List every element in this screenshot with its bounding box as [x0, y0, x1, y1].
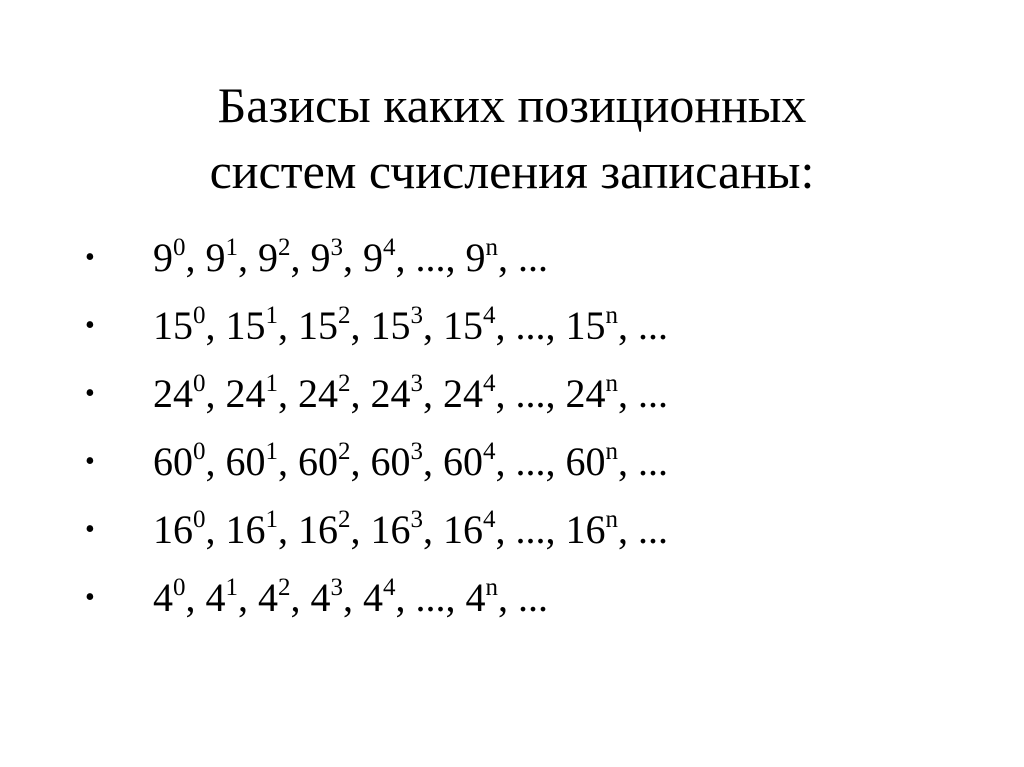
sequence-term — [298, 439, 351, 484]
separator: , — [618, 439, 638, 484]
term-exponent: 0 — [173, 574, 186, 601]
term-base: 15 — [153, 303, 193, 348]
sequence-term — [226, 303, 279, 348]
term-base: 60 — [153, 439, 193, 484]
sequence-term — [226, 439, 279, 484]
term-base: 9 — [363, 235, 383, 280]
list-item — [0, 301, 1024, 351]
separator: , — [395, 235, 416, 280]
bullet-dot: • — [85, 378, 95, 409]
term-base: 24 — [370, 371, 411, 416]
term-base: ... — [638, 439, 668, 484]
term-base: 60 — [565, 439, 606, 484]
sequence-term — [638, 371, 668, 416]
sequence-term — [153, 507, 206, 552]
separator: , — [498, 575, 518, 620]
term-base: 16 — [370, 507, 411, 552]
term-exponent: 3 — [410, 438, 423, 465]
term-base: ... — [638, 303, 668, 348]
term-exponent: n — [605, 370, 618, 397]
sequence-term — [566, 371, 619, 416]
bullet-dot: • — [85, 514, 95, 545]
term-exponent: n — [605, 302, 618, 329]
sequence-term — [566, 439, 619, 484]
separator: , — [185, 575, 206, 620]
sequence-term — [416, 575, 446, 620]
separator: , — [290, 575, 311, 620]
separator: , — [545, 303, 566, 348]
term-base: 9 — [310, 235, 331, 280]
term-exponent: 4 — [483, 438, 496, 465]
sequence-term — [298, 303, 351, 348]
separator: , — [205, 371, 226, 416]
term-base: 24 — [443, 371, 483, 416]
sequence-term — [363, 235, 396, 280]
separator: , — [423, 439, 443, 484]
term-base: 4 — [363, 575, 383, 620]
separator: , — [498, 235, 518, 280]
sequence-term — [443, 371, 496, 416]
term-exponent: n — [605, 438, 618, 465]
term-base: 4 — [465, 575, 486, 620]
term-exponent: 0 — [173, 234, 186, 261]
term-base: 16 — [153, 507, 193, 552]
term-exponent: 1 — [265, 506, 278, 533]
separator: , — [395, 575, 416, 620]
sequence-term — [518, 575, 548, 620]
term-exponent: 4 — [483, 302, 496, 329]
term-base: 4 — [205, 575, 226, 620]
term-base: 60 — [370, 439, 411, 484]
separator: , — [495, 439, 516, 484]
term-base: 16 — [565, 507, 606, 552]
separator: , — [545, 507, 566, 552]
term-base: 4 — [310, 575, 331, 620]
term-base: 24 — [225, 371, 266, 416]
term-base: ... — [415, 235, 446, 280]
separator: , — [238, 235, 258, 280]
term-base: 60 — [298, 439, 338, 484]
sequence-term — [638, 303, 668, 348]
term-exponent: 2 — [278, 574, 291, 601]
sequence-term — [371, 507, 424, 552]
power-sequence — [153, 573, 548, 623]
separator: , — [495, 303, 516, 348]
term-base: 24 — [298, 371, 338, 416]
term-base: ... — [515, 303, 546, 348]
separator: , — [445, 575, 466, 620]
power-sequence — [153, 505, 668, 555]
sequence-term — [206, 575, 239, 620]
term-base: 15 — [443, 303, 483, 348]
sequence-term — [153, 575, 186, 620]
term-base: ... — [515, 371, 546, 416]
term-base: 15 — [298, 303, 338, 348]
separator: , — [445, 235, 466, 280]
separator: , — [278, 507, 298, 552]
term-exponent: 2 — [338, 302, 351, 329]
list-item — [0, 233, 1024, 283]
sequence-term — [153, 371, 206, 416]
term-exponent: 3 — [410, 370, 423, 397]
term-base: 15 — [225, 303, 266, 348]
sequence-term — [416, 235, 446, 280]
separator: , — [343, 235, 363, 280]
separator: , — [278, 303, 298, 348]
term-exponent: 1 — [265, 302, 278, 329]
term-base: 60 — [225, 439, 266, 484]
sequence-term — [258, 235, 291, 280]
term-exponent: 0 — [193, 370, 206, 397]
separator: , — [350, 303, 371, 348]
term-base: ... — [415, 575, 446, 620]
term-base: 9 — [205, 235, 226, 280]
separator: , — [205, 303, 226, 348]
separator: , — [423, 371, 443, 416]
term-exponent: n — [485, 234, 498, 261]
term-exponent: 4 — [483, 370, 496, 397]
term-base: 24 — [153, 371, 193, 416]
term-base: ... — [515, 507, 546, 552]
term-exponent: 1 — [225, 234, 238, 261]
sequence-term — [443, 439, 496, 484]
sequence-term — [311, 575, 344, 620]
sequence-term — [206, 235, 239, 280]
term-base: 16 — [225, 507, 266, 552]
bullet-dot: • — [85, 310, 95, 341]
term-exponent: 1 — [265, 438, 278, 465]
term-exponent: 4 — [383, 574, 396, 601]
term-exponent: 3 — [410, 506, 423, 533]
sequence-term — [638, 507, 668, 552]
sequence-term — [443, 303, 496, 348]
term-base: ... — [518, 575, 548, 620]
term-exponent: 3 — [330, 234, 343, 261]
sequence-term — [566, 303, 619, 348]
sequence-term — [516, 303, 546, 348]
sequence-term — [638, 439, 668, 484]
term-exponent: 3 — [330, 574, 343, 601]
sequence-term — [153, 303, 206, 348]
term-exponent: 4 — [383, 234, 396, 261]
term-base: ... — [638, 371, 668, 416]
sequence-term — [363, 575, 396, 620]
separator: , — [423, 507, 443, 552]
term-exponent: 0 — [193, 506, 206, 533]
bullet-dot: • — [85, 242, 95, 273]
term-exponent: n — [485, 574, 498, 601]
separator: , — [495, 507, 516, 552]
sequence-term — [258, 575, 291, 620]
sequence-term — [153, 439, 206, 484]
separator: , — [350, 371, 371, 416]
term-base: 16 — [298, 507, 338, 552]
sequence-term — [311, 235, 344, 280]
separator: , — [350, 439, 371, 484]
separator: , — [545, 371, 566, 416]
sequence-term — [516, 439, 546, 484]
separator: , — [618, 303, 638, 348]
term-base: ... — [518, 235, 548, 280]
term-base: ... — [515, 439, 546, 484]
list-item — [0, 437, 1024, 487]
term-exponent: n — [605, 506, 618, 533]
separator: , — [238, 575, 258, 620]
term-exponent: 3 — [410, 302, 423, 329]
sequence-term — [153, 235, 186, 280]
term-base: 60 — [443, 439, 483, 484]
term-base: ... — [638, 507, 668, 552]
term-exponent: 1 — [225, 574, 238, 601]
sequence-term — [516, 507, 546, 552]
separator: , — [350, 507, 371, 552]
term-base: 4 — [153, 575, 173, 620]
bullet-dot: • — [85, 582, 95, 613]
term-exponent: 2 — [278, 234, 291, 261]
separator: , — [545, 439, 566, 484]
separator: , — [343, 575, 363, 620]
term-base: 9 — [258, 235, 278, 280]
separator: , — [278, 439, 298, 484]
separator: , — [423, 303, 443, 348]
list-item — [0, 369, 1024, 419]
list-item — [0, 505, 1024, 555]
separator: , — [290, 235, 311, 280]
separator: , — [618, 371, 638, 416]
power-sequence — [153, 437, 668, 487]
sequence-term — [516, 371, 546, 416]
sequence-term — [466, 235, 499, 280]
term-base: 16 — [443, 507, 483, 552]
term-exponent: 2 — [338, 370, 351, 397]
power-sequence — [153, 369, 668, 419]
separator: , — [278, 371, 298, 416]
sequence-term — [443, 507, 496, 552]
sequence-term — [371, 371, 424, 416]
sequence-term — [518, 235, 548, 280]
sequence-term — [466, 575, 499, 620]
bullet-dot: • — [85, 446, 95, 477]
sequence-term — [298, 371, 351, 416]
power-sequence — [153, 233, 548, 283]
separator: , — [205, 439, 226, 484]
term-exponent: 0 — [193, 302, 206, 329]
separator: , — [495, 371, 516, 416]
term-exponent: 2 — [338, 506, 351, 533]
term-base: 9 — [465, 235, 486, 280]
term-base: 4 — [258, 575, 278, 620]
separator: , — [205, 507, 226, 552]
term-base: 24 — [565, 371, 606, 416]
term-base: 15 — [370, 303, 411, 348]
sequence-term — [226, 371, 279, 416]
term-exponent: 1 — [265, 370, 278, 397]
list-item — [0, 573, 1024, 623]
separator: , — [618, 507, 638, 552]
slide-title-line-2: систем счисления записаны: — [209, 143, 815, 199]
slide-title-line-1: Базисы каких позиционных — [217, 77, 807, 133]
term-base: 15 — [565, 303, 606, 348]
sequence-term — [371, 439, 424, 484]
power-sequence — [153, 301, 668, 351]
term-exponent: 4 — [483, 506, 496, 533]
term-exponent: 0 — [193, 438, 206, 465]
sequence-term — [371, 303, 424, 348]
term-base: 9 — [153, 235, 173, 280]
sequence-term — [226, 507, 279, 552]
sequence-term — [566, 507, 619, 552]
term-exponent: 2 — [338, 438, 351, 465]
separator: , — [185, 235, 206, 280]
sequence-term — [298, 507, 351, 552]
